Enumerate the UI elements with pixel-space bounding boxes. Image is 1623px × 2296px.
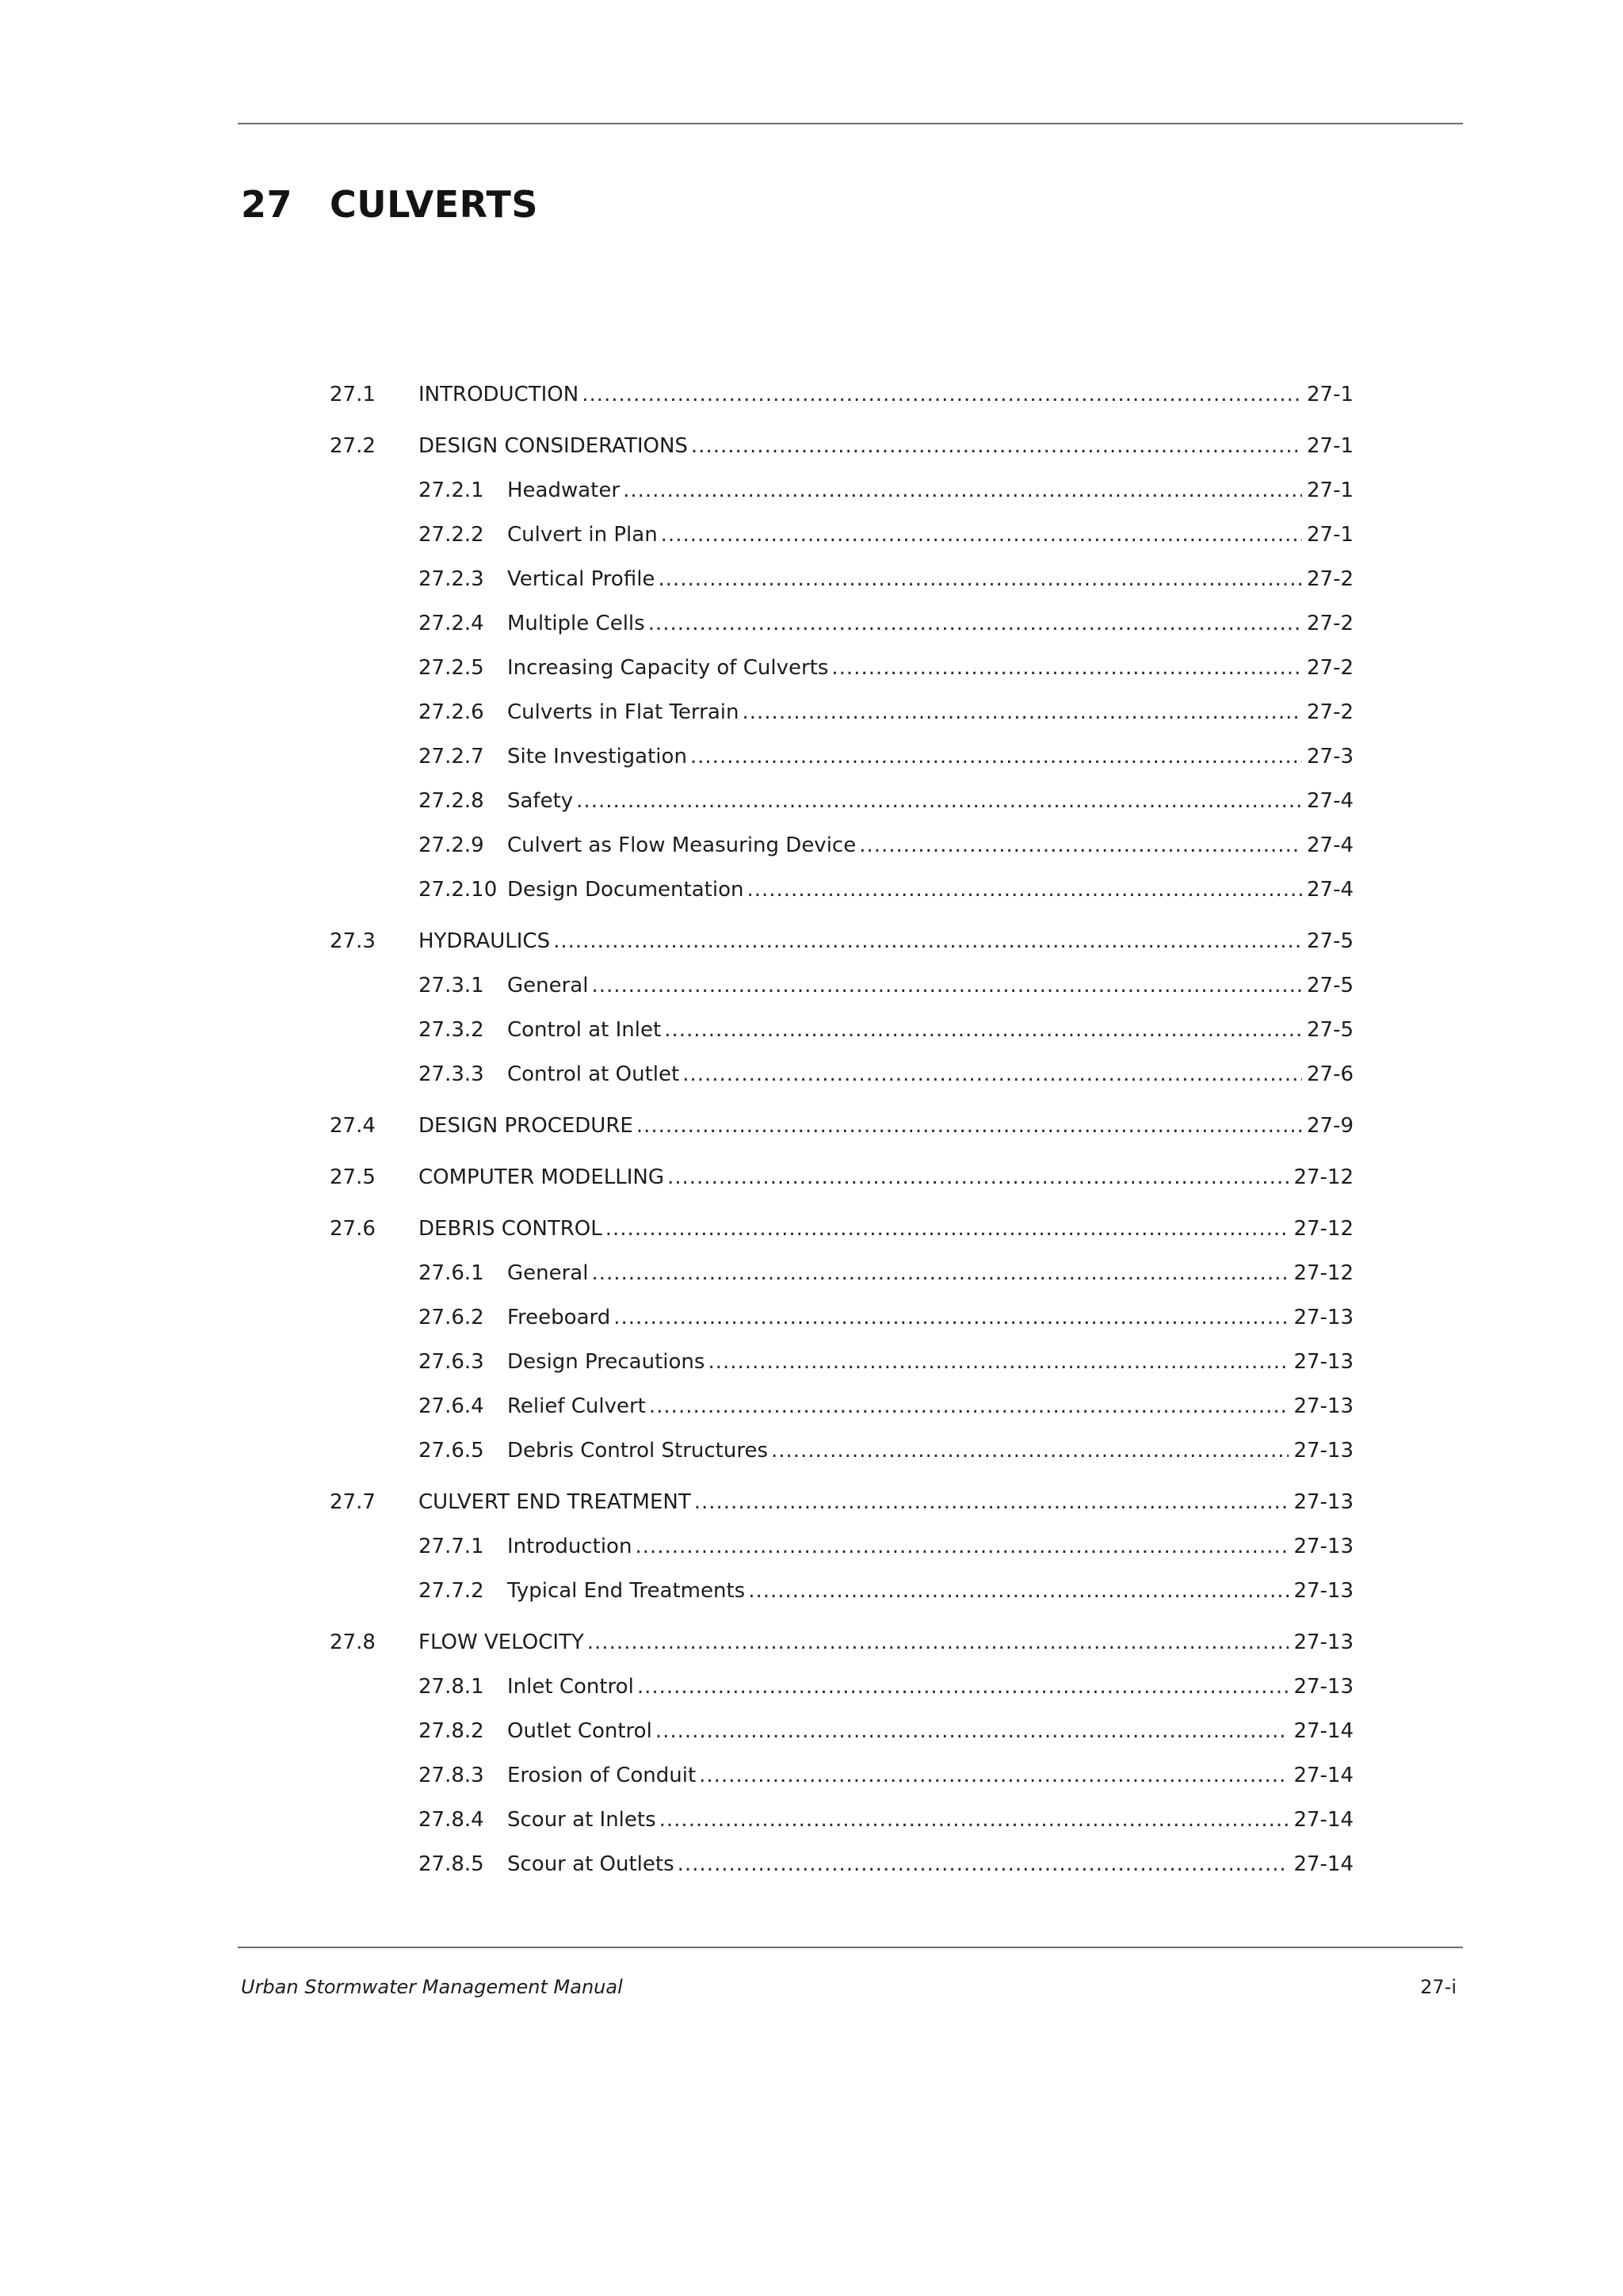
toc-number: 27.6.2 [418,1306,484,1329]
toc-leader-dots [655,1719,1289,1743]
toc-page-number: 27-4 [1306,789,1354,813]
toc-number: 27.7.2 [418,1579,484,1603]
toc-title: Inlet Control [507,1675,634,1699]
toc-number: 27.6.4 [418,1394,484,1418]
toc-subsection[interactable] [330,1394,1354,1439]
toc-number: 27.2.10 [418,878,498,902]
toc-page-number: 27-5 [1306,929,1354,953]
toc-leader-dots [635,1535,1289,1558]
toc-page-number: 27-1 [1306,383,1354,406]
toc-title: DESIGN PROCEDURE [418,1114,633,1138]
toc-title: General [507,974,589,997]
toc-number: 27.4 [330,1114,376,1138]
toc-leader-dots [743,700,1302,724]
toc-page-number: 27-14 [1293,1719,1354,1743]
toc-subsection[interactable] [330,1439,1354,1483]
toc-number: 27.8.4 [418,1808,484,1832]
toc-leader-dots [690,745,1302,769]
toc-subsection[interactable] [330,1675,1354,1719]
toc-number: 27.7 [330,1490,376,1514]
toc-page-number: 27-2 [1306,656,1354,680]
toc-title: Introduction [507,1535,632,1558]
toc-leader-dots [637,1675,1289,1699]
toc-subsection[interactable] [330,479,1354,523]
toc-page-number: 27-1 [1306,479,1354,502]
chapter-heading [241,183,538,226]
toc-title: CULVERT END TREATMENT [418,1490,691,1514]
toc-title: COMPUTER MODELLING [418,1165,664,1189]
toc-subsection[interactable] [330,1808,1354,1852]
toc-section[interactable] [330,1114,1354,1158]
toc-subsection[interactable] [330,612,1354,656]
toc-leader-dots [659,1808,1289,1832]
toc-leader-dots [664,1018,1302,1042]
table-of-contents [330,383,1354,1897]
toc-title: Design Precautions [507,1350,705,1374]
toc-title: Culvert as Flow Measuring Device [507,833,857,857]
toc-subsection[interactable] [330,1719,1354,1764]
toc-subsection[interactable] [330,1579,1354,1623]
toc-page-number: 27-9 [1306,1114,1354,1138]
footer-page-number: 27-i [1420,1976,1457,1998]
toc-title: Debris Control Structures [507,1439,768,1463]
toc-title: Typical End Treatments [507,1579,746,1603]
toc-number: 27.7.1 [418,1535,484,1558]
toc-title: Headwater [507,479,621,502]
toc-section[interactable] [330,1165,1354,1210]
toc-subsection[interactable] [330,567,1354,612]
toc-subsection[interactable] [330,789,1354,833]
toc-page-number: 27-13 [1293,1394,1354,1418]
toc-section[interactable] [330,383,1354,427]
toc-subsection[interactable] [330,1852,1354,1897]
toc-leader-dots [623,479,1302,502]
toc-page-number: 27-13 [1293,1630,1354,1654]
toc-page-number: 27-4 [1306,833,1354,857]
toc-leader-dots [587,1630,1289,1654]
toc-title: Site Investigation [507,745,687,769]
toc-page-number: 27-14 [1293,1764,1354,1787]
toc-leader-dots [771,1439,1289,1463]
toc-number: 27.2.1 [418,479,484,502]
toc-section[interactable] [330,1490,1354,1535]
toc-subsection[interactable] [330,1018,1354,1062]
toc-page-number: 27-1 [1306,523,1354,547]
toc-leader-dots [831,656,1302,680]
toc-title: Safety [507,789,574,813]
toc-leader-dots [658,567,1302,591]
toc-title: Culvert in Plan [507,523,658,547]
toc-title: Vertical Profile [507,567,655,591]
toc-subsection[interactable] [330,523,1354,567]
toc-section[interactable] [330,1217,1354,1261]
toc-page-number: 27-12 [1293,1261,1354,1285]
toc-number: 27.8.5 [418,1852,484,1876]
toc-number: 27.3.3 [418,1062,484,1086]
toc-leader-dots [591,974,1302,997]
toc-leader-dots [694,1490,1289,1514]
toc-number: 27.6.3 [418,1350,484,1374]
toc-title: Control at Outlet [507,1062,680,1086]
toc-title: Freeboard [507,1306,611,1329]
toc-title: INTRODUCTION [418,383,579,406]
toc-subsection[interactable] [330,700,1354,745]
toc-number: 27.6.1 [418,1261,484,1285]
toc-number: 27.2.5 [418,656,484,680]
toc-leader-dots [582,383,1302,406]
toc-subsection[interactable] [330,974,1354,1018]
toc-leader-dots [747,878,1302,902]
toc-leader-dots [859,833,1302,857]
toc-number: 27.8 [330,1630,376,1654]
toc-subsection[interactable] [330,878,1354,922]
toc-leader-dots [649,1394,1289,1418]
toc-subsection[interactable] [330,1764,1354,1808]
toc-page-number: 27-14 [1293,1808,1354,1832]
toc-page-number: 27-4 [1306,878,1354,902]
toc-subsection[interactable] [330,1535,1354,1579]
toc-page-number: 27-13 [1293,1490,1354,1514]
toc-title: Increasing Capacity of Culverts [507,656,829,680]
footer-manual-title: Urban Stormwater Management Manual [241,1976,623,1998]
toc-leader-dots [553,929,1302,953]
toc-leader-dots [708,1350,1289,1374]
toc-number: 27.2.7 [418,745,484,769]
toc-page-number: 27-6 [1306,1062,1354,1086]
toc-page-number: 27-13 [1293,1350,1354,1374]
toc-title: General [507,1261,589,1285]
toc-subsection[interactable] [330,745,1354,789]
toc-title: Control at Inlet [507,1018,662,1042]
toc-leader-dots [648,612,1302,635]
toc-title: Multiple Cells [507,612,645,635]
toc-leader-dots [678,1852,1289,1876]
toc-leader-dots [661,523,1302,547]
toc-title: Scour at Inlets [507,1808,656,1832]
toc-page-number: 27-13 [1293,1535,1354,1558]
toc-title: HYDRAULICS [418,929,551,953]
toc-number: 27.3.2 [418,1018,484,1042]
toc-page-number: 27-2 [1306,700,1354,724]
toc-page-number: 27-12 [1293,1165,1354,1189]
toc-subsection[interactable] [330,1350,1354,1394]
toc-number: 27.2.3 [418,567,484,591]
toc-number: 27.2.2 [418,523,484,547]
toc-number: 27.8.2 [418,1719,484,1743]
toc-page-number: 27-5 [1306,1018,1354,1042]
toc-number: 27.2 [330,434,376,458]
toc-title: Erosion of Conduit [507,1764,697,1787]
toc-page-number: 27-2 [1306,612,1354,635]
toc-subsection[interactable] [330,1261,1354,1306]
toc-leader-dots [699,1764,1289,1787]
toc-subsection[interactable] [330,833,1354,878]
toc-number: 27.5 [330,1165,376,1189]
header-rule [238,123,1463,124]
toc-title: Scour at Outlets [507,1852,674,1876]
toc-number: 27.2.8 [418,789,484,813]
toc-page-number: 27-12 [1293,1217,1354,1241]
toc-page-number: 27-13 [1293,1579,1354,1603]
toc-subsection[interactable] [330,656,1354,700]
toc-page-number: 27-14 [1293,1852,1354,1876]
toc-title: Design Documentation [507,878,744,902]
toc-leader-dots [748,1579,1289,1603]
toc-number: 27.6.5 [418,1439,484,1463]
toc-number: 27.2.4 [418,612,484,635]
toc-title: Culverts in Flat Terrain [507,700,739,724]
chapter-title: CULVERTS [330,182,538,226]
toc-page-number: 27-13 [1293,1439,1354,1463]
toc-number: 27.3 [330,929,376,953]
toc-title: Relief Culvert [507,1394,646,1418]
toc-number: 27.8.1 [418,1675,484,1699]
toc-section[interactable] [330,1630,1354,1675]
toc-page-number: 27-5 [1306,974,1354,997]
toc-number: 27.1 [330,383,376,406]
toc-leader-dots [691,434,1302,458]
footer-rule [238,1947,1463,1948]
toc-page-number: 27-2 [1306,567,1354,591]
toc-subsection[interactable] [330,1062,1354,1107]
toc-page-number: 27-1 [1306,434,1354,458]
toc-leader-dots [605,1217,1289,1241]
toc-number: 27.6 [330,1217,376,1241]
chapter-number: 27 [241,182,293,226]
toc-number: 27.2.6 [418,700,484,724]
toc-page-number: 27-13 [1293,1306,1354,1329]
toc-number: 27.2.9 [418,833,484,857]
toc-section[interactable] [330,929,1354,974]
toc-subsection[interactable] [330,1306,1354,1350]
toc-title: DEBRIS CONTROL [418,1217,602,1241]
toc-page-number: 27-13 [1293,1675,1354,1699]
toc-title: FLOW VELOCITY [418,1630,584,1654]
toc-leader-dots [682,1062,1302,1086]
toc-leader-dots [667,1165,1289,1189]
toc-page-number: 27-3 [1306,745,1354,769]
toc-title: DESIGN CONSIDERATIONS [418,434,688,458]
toc-section[interactable] [330,434,1354,479]
toc-number: 27.3.1 [418,974,484,997]
toc-leader-dots [591,1261,1289,1285]
toc-number: 27.8.3 [418,1764,484,1787]
toc-leader-dots [576,789,1302,813]
toc-leader-dots [613,1306,1289,1329]
toc-leader-dots [636,1114,1302,1138]
toc-title: Outlet Control [507,1719,652,1743]
